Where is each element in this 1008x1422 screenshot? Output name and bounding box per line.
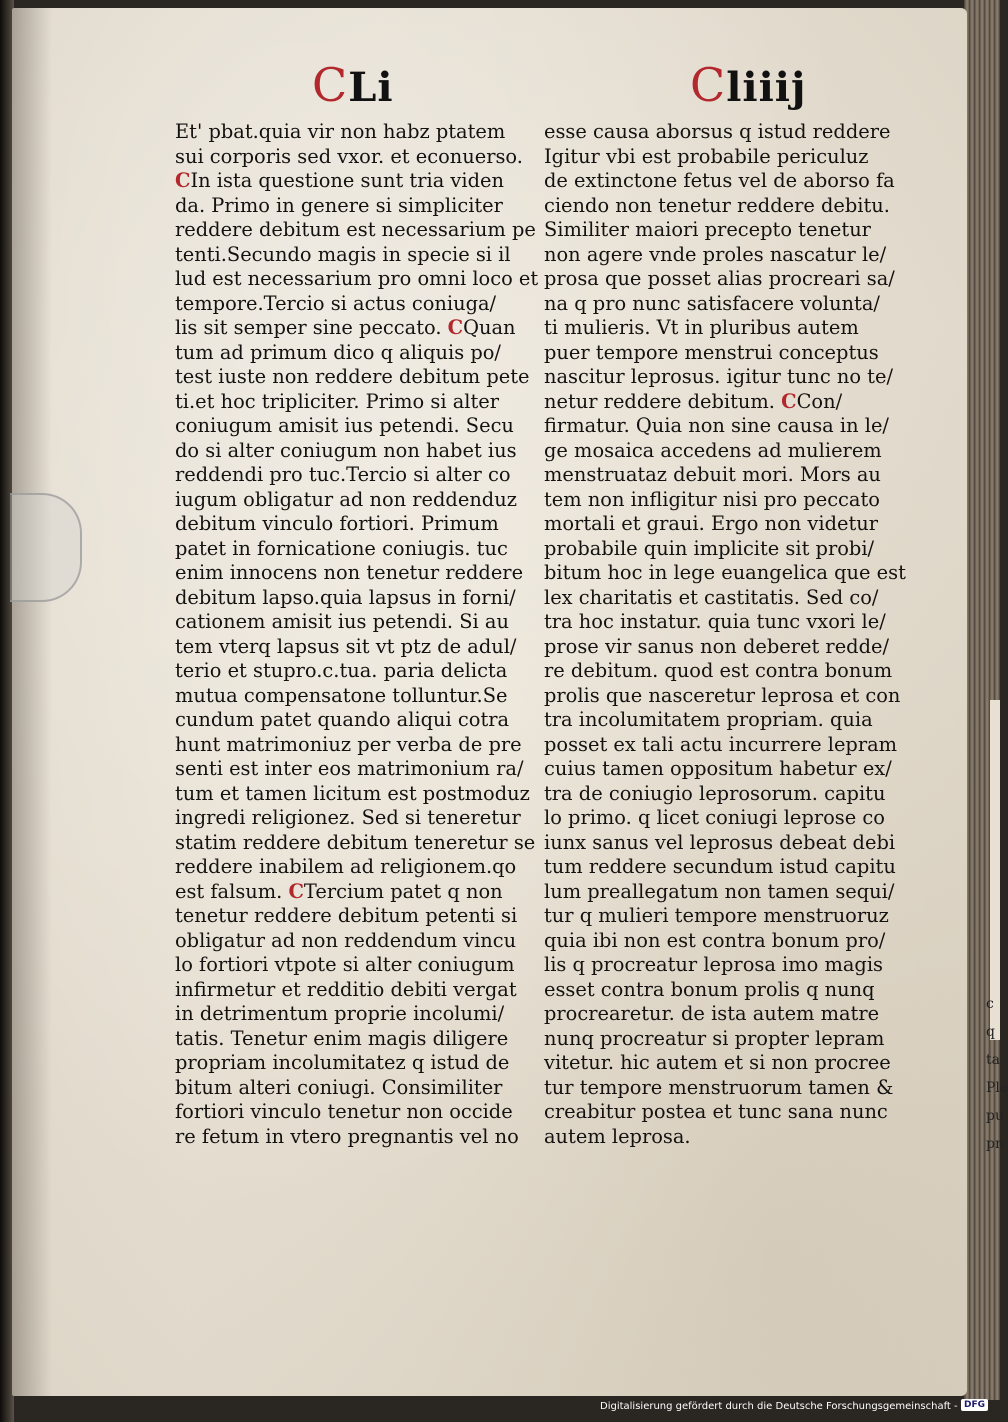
next-page-fragments: [986, 990, 1008, 1158]
line-text: Quan: [463, 316, 516, 339]
line-text: Con/: [796, 389, 843, 413]
text-line: [175, 512, 525, 537]
text-line: [544, 145, 894, 170]
text-line: [175, 806, 525, 831]
text-line: [544, 169, 894, 194]
line-text: hunt matrimoniuz per verba de pre: [175, 732, 522, 756]
text-line: [544, 831, 894, 856]
text-line: [544, 120, 894, 145]
line-text: lex charitatis et castitatis. Sed co/: [544, 585, 879, 609]
text-line: [544, 683, 901, 709]
folio-number-right: [690, 58, 806, 112]
rubric-mark: C: [781, 389, 797, 413]
folio-text: Li: [348, 64, 394, 111]
line-text: tra hoc instatur. quia tunc vxori le/: [544, 610, 886, 633]
line-text: lis q procreatur leprosa imo magis: [544, 953, 883, 976]
line-text: ge mosaica accedens ad mulierem: [544, 438, 882, 462]
line-text: do si alter coniugum non habet ius: [175, 438, 517, 462]
line-text: da. Primo in genere si simpliciter: [175, 193, 503, 217]
line-text: esse causa aborsus q istud reddere: [544, 120, 891, 143]
line-text: lis sit semper sine peccato.: [175, 316, 448, 339]
line-text: tenti.Secundo magis in specie si il: [175, 242, 511, 266]
footer-credit: Digitalisierung gefördert durch die Deutsche Forschungsgemeinschaft -: [600, 1401, 958, 1412]
folio-number-left: [312, 58, 394, 112]
text-line: [544, 365, 894, 390]
text-line: [175, 659, 525, 684]
text-line: [175, 904, 525, 929]
text-line: [175, 855, 525, 880]
line-text: coniugum amisit ius petendi. Secu: [175, 414, 514, 437]
text-line: [175, 292, 525, 317]
line-text: enim innocens non tenetur reddere: [175, 561, 524, 584]
text-line: [544, 880, 894, 905]
line-text: tem vterq lapsus sit vt ptz de adul/: [175, 634, 517, 658]
text-line: [175, 1076, 525, 1101]
line-text: re debitum. quod est contra bonum: [544, 659, 893, 682]
text-line: [544, 414, 894, 439]
rubric-mark: C: [288, 879, 304, 903]
line-text: procrearetur. de ista autem matre: [544, 1002, 880, 1025]
text-line: [544, 708, 894, 733]
rubric-mark: C: [690, 58, 727, 112]
text-line: [175, 218, 536, 243]
text-line: [175, 781, 530, 807]
line-text: tum reddere secundum istud capitu: [544, 855, 896, 878]
text-column-right: [544, 120, 906, 1149]
text-line: [175, 243, 525, 268]
text-line: [175, 1027, 525, 1052]
text-line: [175, 1100, 525, 1125]
line-text: nascitur leprosus. igitur tunc no te/: [544, 365, 893, 388]
text-line: [544, 586, 894, 611]
line-text: re fetum in vtero pregnantis vel no: [175, 1124, 519, 1148]
line-text: senti est inter eos matrimonium ra/: [175, 757, 524, 780]
line-text: terio et stupro.c.tua. paria delicta: [175, 659, 508, 682]
line-text: reddere debitum est necessarium pe: [175, 218, 536, 241]
line-text: creabitur postea et tunc sana nunc: [544, 1100, 888, 1123]
text-line: [175, 145, 525, 170]
line-text: statim reddere debitum teneretur se: [175, 830, 536, 854]
text-line: [544, 806, 894, 831]
text-line: [175, 635, 525, 660]
line-text: lud est necessarium pro omni loco et: [175, 267, 539, 290]
folio-text: liiij: [726, 64, 807, 111]
line-text: netur reddere debitum.: [544, 389, 782, 413]
line-text: tra incolumitatem propriam. quia: [544, 708, 873, 731]
text-line: [544, 463, 894, 488]
text-line: [175, 733, 525, 758]
text-line: [544, 218, 894, 243]
text-line: [544, 561, 906, 586]
text-line: [544, 1027, 894, 1052]
text-line: [544, 1125, 894, 1150]
text-line: [544, 243, 894, 268]
text-line: [544, 1002, 894, 1027]
rubric-mark: C: [447, 316, 464, 339]
dfg-logo: DFG: [961, 1399, 988, 1411]
text-line: [175, 953, 525, 978]
line-text: non agere vnde proles nascatur le/: [544, 242, 887, 266]
line-text: prose vir sanus non deberet redde/: [544, 634, 890, 658]
text-line: [544, 390, 894, 415]
text-line: [544, 512, 894, 537]
fragment: pu: [986, 1108, 1004, 1124]
text-line: [175, 880, 525, 905]
fragment: q: [986, 1024, 995, 1040]
line-text: obligatur ad non reddendum vincu: [175, 928, 517, 952]
text-line: [544, 488, 894, 513]
line-text: ingredi religionez. Sed si teneretur: [175, 806, 521, 829]
fragment: pn: [986, 1136, 1004, 1152]
text-line: [544, 1076, 894, 1101]
text-line: [175, 1002, 525, 1027]
text-line: [544, 782, 894, 807]
line-text: mutua compensatone tolluntur.Se: [175, 683, 508, 707]
line-text: reddere inabilem ad religionem.qo: [175, 855, 517, 878]
rubric-mark: C: [175, 169, 191, 192]
text-line: [544, 953, 894, 978]
line-text: prosa que posset alias procreari sa/: [544, 267, 895, 290]
line-text: menstruataz debuit mori. Mors au: [544, 463, 881, 486]
text-line: [544, 610, 894, 635]
text-line: [175, 537, 525, 562]
line-text: fortiori vinculo tenetur non occide: [175, 1100, 513, 1123]
line-text: tempore.Tercio si actus coniuga/: [175, 291, 497, 315]
line-text: autem leprosa.: [544, 1124, 691, 1148]
text-line: [544, 732, 898, 758]
text-line: [175, 929, 525, 954]
line-text: tur tempore menstruorum tamen &: [544, 1075, 894, 1099]
line-text: bitum hoc in lege euangelica que est: [544, 561, 906, 584]
text-line: [175, 365, 530, 390]
text-line: [175, 684, 525, 709]
text-line: [175, 610, 525, 635]
line-text: prolis que nasceretur leprosa et con: [544, 683, 901, 707]
text-line: [544, 904, 894, 929]
line-text: tum ad primum dico q aliquis po/: [175, 340, 501, 364]
text-line: [544, 341, 894, 366]
line-text: Tercium patet q non: [303, 879, 503, 903]
fragment: ta: [986, 1052, 1000, 1068]
text-line: [175, 267, 539, 292]
line-text: posset ex tali actu incurrere lepram: [544, 732, 898, 756]
line-text: ti.et hoc tripliciter. Primo si alter: [175, 389, 500, 413]
line-text: ciendo non tenetur reddere debitu.: [544, 193, 890, 217]
text-line: [544, 267, 894, 292]
line-text: propriam incolumitatez q istud de: [175, 1051, 510, 1074]
line-text: vitetur. hic autem et si non procree: [544, 1051, 891, 1074]
page-clip: [10, 493, 82, 602]
line-text: cundum patet quando aliqui cotra: [175, 708, 510, 731]
text-line: [544, 1100, 894, 1125]
line-text: cationem amisit ius petendi. Si au: [175, 610, 509, 633]
line-text: tenetur reddere debitum petenti si: [175, 904, 518, 927]
manuscript-page: [12, 8, 967, 1396]
line-text: Et' pbat.quia vir non habz ptatem: [175, 120, 506, 143]
line-text: infirmetur et redditio debiti vergat: [175, 977, 517, 1001]
line-text: patet in fornicatione coniugis. tuc: [175, 536, 508, 560]
text-line: [175, 488, 525, 513]
text-line: [175, 830, 536, 856]
line-text: puer tempore menstrui conceptus: [544, 340, 879, 364]
line-text: Similiter maiori precepto tenetur: [544, 218, 871, 241]
line-text: probabile quin implicite sit probi/: [544, 536, 875, 560]
line-text: iunx sanus vel leprosus debeat debi: [544, 830, 896, 854]
line-text: iugum obligatur ad non reddenduz: [175, 487, 517, 511]
text-line: [544, 439, 894, 464]
text-line: [175, 316, 525, 341]
line-text: sui corporis sed vxor. et econuerso.: [175, 144, 523, 168]
text-line: [175, 1051, 525, 1076]
text-line: [544, 978, 894, 1003]
text-line: [544, 292, 894, 317]
text-line: [544, 855, 894, 880]
line-text: mortali et graui. Ergo non videtur: [544, 512, 879, 535]
line-text: lo primo. q licet coniugi leprose co: [544, 806, 885, 829]
text-line: [544, 537, 894, 562]
text-line: [175, 978, 525, 1003]
text-line: [544, 635, 894, 660]
text-line: [175, 708, 525, 733]
text-line: [175, 757, 525, 782]
line-text: Igitur vbi est probabile periculuz: [544, 144, 869, 168]
line-text: ti mulieris. Vt in pluribus autem: [544, 316, 859, 339]
line-text: lum preallegatum non tamen sequi/: [544, 879, 895, 903]
line-text: tem non infligitur nisi pro peccato: [544, 487, 880, 511]
fragment: c: [986, 996, 994, 1012]
text-line: [544, 929, 894, 954]
line-text: test iuste non reddere debitum pete: [175, 365, 530, 388]
text-line: [544, 757, 894, 782]
line-text: lo fortiori vtpote si alter coniugum: [175, 953, 515, 976]
text-line: [544, 1051, 894, 1076]
rubric-mark: C: [312, 58, 349, 112]
line-text: est falsum.: [175, 879, 289, 903]
line-text: debitum vinculo fortiori. Primum: [175, 512, 499, 535]
line-text: tra de coniugio leprosorum. capitu: [544, 781, 886, 805]
line-text: tatis. Tenetur enim magis diligere: [175, 1026, 509, 1050]
line-text: cuius tamen oppositum habetur ex/: [544, 757, 892, 780]
text-line: [175, 390, 525, 415]
line-text: in detrimentum proprie incolumi/: [175, 1002, 505, 1025]
line-text: na q pro nunc satisfacere volunta/: [544, 291, 880, 315]
line-text: firmatur. Quia non sine causa in le/: [544, 414, 889, 437]
next-page-strip: [990, 700, 1000, 1040]
text-line: [175, 439, 525, 464]
gutter-shadow: [12, 8, 52, 1396]
fragment: Ple: [986, 1080, 1008, 1096]
text-line: [175, 1125, 525, 1150]
text-line: [544, 316, 894, 341]
text-line: [175, 586, 525, 611]
line-text: In ista questione sunt tria viden: [190, 169, 504, 192]
text-line: [175, 561, 525, 586]
text-line: [175, 414, 525, 439]
line-text: esset contra bonum prolis q nunq: [544, 977, 875, 1001]
text-line: [544, 194, 894, 219]
text-line: [175, 169, 525, 194]
line-text: debitum lapso.quia lapsus in forni/: [175, 585, 516, 609]
text-column-left: [175, 120, 539, 1149]
text-line: [175, 120, 525, 145]
text-line: [175, 194, 525, 219]
line-text: bitum alteri coniugi. Consimiliter: [175, 1075, 503, 1099]
line-text: tur q mulieri tempore menstruoruz: [544, 904, 889, 927]
line-text: reddendi pro tuc.Tercio si alter co: [175, 463, 511, 486]
text-line: [175, 463, 525, 488]
text-line: [544, 659, 894, 684]
line-text: tum et tamen licitum est postmoduz: [175, 781, 530, 805]
line-text: de extinctone fetus vel de aborso fa: [544, 169, 895, 192]
text-line: [175, 341, 525, 366]
line-text: quia ibi non est contra bonum pro/: [544, 928, 886, 952]
line-text: nunq procreatur si propter lepram: [544, 1026, 885, 1050]
